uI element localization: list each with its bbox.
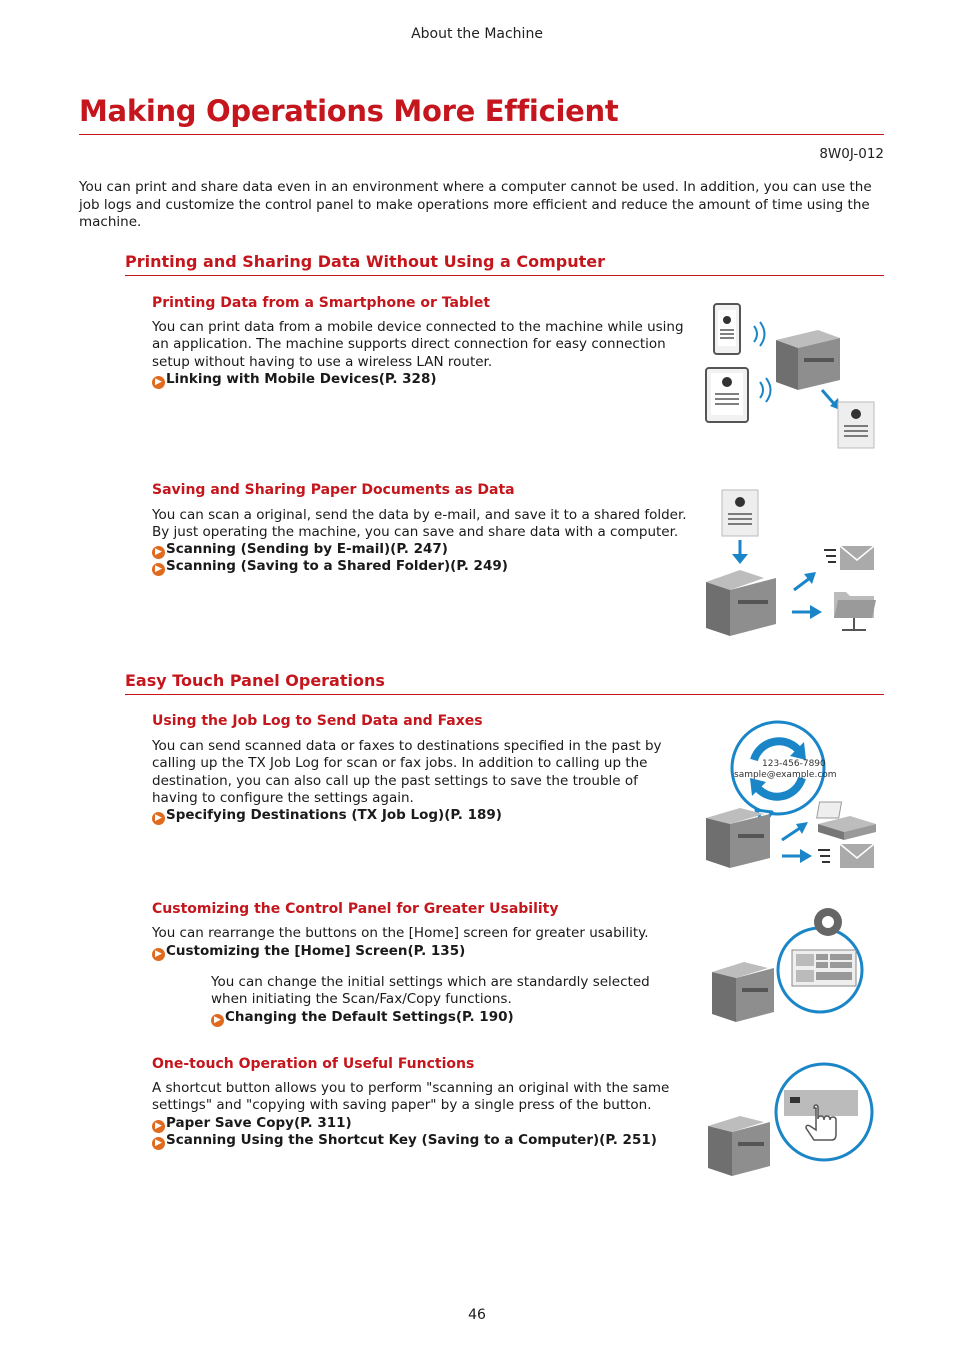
item-subtext-default-settings: You can change the initial settings which are standardly selected when initiating the Scan/Fax/Copy functions. <box>211 974 650 1008</box>
document-id: 8W0J-012 <box>819 146 884 162</box>
link-arrow-icon: ▶ <box>211 1014 224 1027</box>
printer-icon <box>712 962 774 1022</box>
mobile-print-illustration <box>700 298 884 454</box>
gear-icon <box>814 908 842 936</box>
link-arrow-icon: ▶ <box>152 1137 165 1150</box>
email-icon <box>818 844 874 868</box>
link-label: Paper Save Copy(P. 311) <box>166 1115 352 1131</box>
tablet-icon <box>706 368 748 422</box>
link-label: Customizing the [Home] Screen(P. 135) <box>166 943 466 959</box>
link-label: Specifying Destinations (TX Job Log)(P. 189) <box>166 807 502 823</box>
printer-icon <box>776 330 840 390</box>
document-icon <box>722 490 758 536</box>
link-label: Linking with Mobile Devices(P. 328) <box>166 371 437 387</box>
item-heading-one-touch: One-touch Operation of Useful Functions <box>152 1056 475 1072</box>
smartphone-icon <box>714 304 740 354</box>
printer-icon <box>708 1116 770 1176</box>
link-arrow-icon: ▶ <box>152 563 165 576</box>
title-divider <box>79 134 884 135</box>
item-text-saving-sharing: You can scan a original, send the data by e-mail, and save it to a shared folder. By just operating the machine, you can save and share data with a computer. <box>152 507 687 541</box>
running-header: About the Machine <box>411 26 543 42</box>
link-tx-job-log[interactable] <box>152 807 502 825</box>
document-icon <box>838 402 874 448</box>
link-paper-save-copy[interactable] <box>152 1115 352 1133</box>
link-shortcut-key[interactable] <box>152 1132 657 1150</box>
link-mobile-devices[interactable] <box>152 371 437 389</box>
section-heading-printing-sharing: Printing and Sharing Data Without Using a Computer <box>125 252 606 271</box>
shortcut-illustration <box>700 1060 884 1182</box>
link-label: Changing the Default Settings(P. 190) <box>225 1009 514 1025</box>
intro-paragraph: You can print and share data even in an environment where a computer cannot be used. In addition, you can use the job logs and customize the control panel to make operations more efficient and reduce the amount of time using the machine. <box>79 179 872 230</box>
link-label: Scanning (Saving to a Shared Folder)(P. 249) <box>166 558 508 574</box>
scan-share-illustration <box>700 486 884 642</box>
page-title: Making Operations More Efficient <box>79 94 619 128</box>
link-scanning-email[interactable] <box>152 541 448 559</box>
link-customizing-home[interactable] <box>152 943 465 961</box>
customize-panel-illustration <box>700 906 884 1028</box>
printer-icon <box>706 808 770 868</box>
illustration-email-address: sample@example.com <box>734 770 837 780</box>
link-default-settings[interactable] <box>211 1009 514 1027</box>
item-text-customizing: You can rearrange the buttons on the [Home] screen for greater usability. <box>152 925 649 941</box>
printer-icon <box>706 570 776 636</box>
fax-icon <box>817 802 876 840</box>
section-heading-touch-panel: Easy Touch Panel Operations <box>125 671 385 690</box>
job-log-illustration <box>700 720 884 872</box>
page-number: 46 <box>468 1307 486 1323</box>
illustration-phone-number: 123-456-7890 <box>762 759 826 769</box>
item-heading-job-log: Using the Job Log to Send Data and Faxes <box>152 713 483 729</box>
link-label: Scanning Using the Shortcut Key (Saving to a Computer)(P. 251) <box>166 1132 657 1148</box>
folder-icon <box>834 592 876 630</box>
link-arrow-icon: ▶ <box>152 546 165 559</box>
link-label: Scanning (Sending by E-mail)(P. 247) <box>166 541 448 557</box>
item-text-one-touch: A shortcut button allows you to perform "scanning an original with the same settings" and "copying with saving paper" by a single press of the button. <box>152 1080 670 1114</box>
link-scanning-shared-folder[interactable] <box>152 558 508 576</box>
item-heading-saving-sharing: Saving and Sharing Paper Documents as Data <box>152 482 515 498</box>
item-heading-customizing: Customizing the Control Panel for Greater Usability <box>152 901 559 917</box>
link-arrow-icon: ▶ <box>152 1120 165 1133</box>
section-divider <box>125 694 884 695</box>
section-divider <box>125 275 884 276</box>
item-heading-smartphone-print: Printing Data from a Smartphone or Tablet <box>152 295 491 311</box>
item-text-job-log: You can send scanned data or faxes to destinations specified in the past by calling up the TX Job Log for scan or fax jobs. In addition to calling up the destination, you can also call up the past settings to save the trouble of having to configure the settings again. <box>152 738 662 806</box>
link-arrow-icon: ▶ <box>152 376 165 389</box>
email-icon <box>824 546 874 570</box>
link-arrow-icon: ▶ <box>152 948 165 961</box>
item-text-smartphone-print: You can print data from a mobile device connected to the machine while using an application. The machine supports direct connection for easy connection setup without having to use a wireless LAN router. <box>152 319 684 370</box>
link-arrow-icon: ▶ <box>152 812 165 825</box>
